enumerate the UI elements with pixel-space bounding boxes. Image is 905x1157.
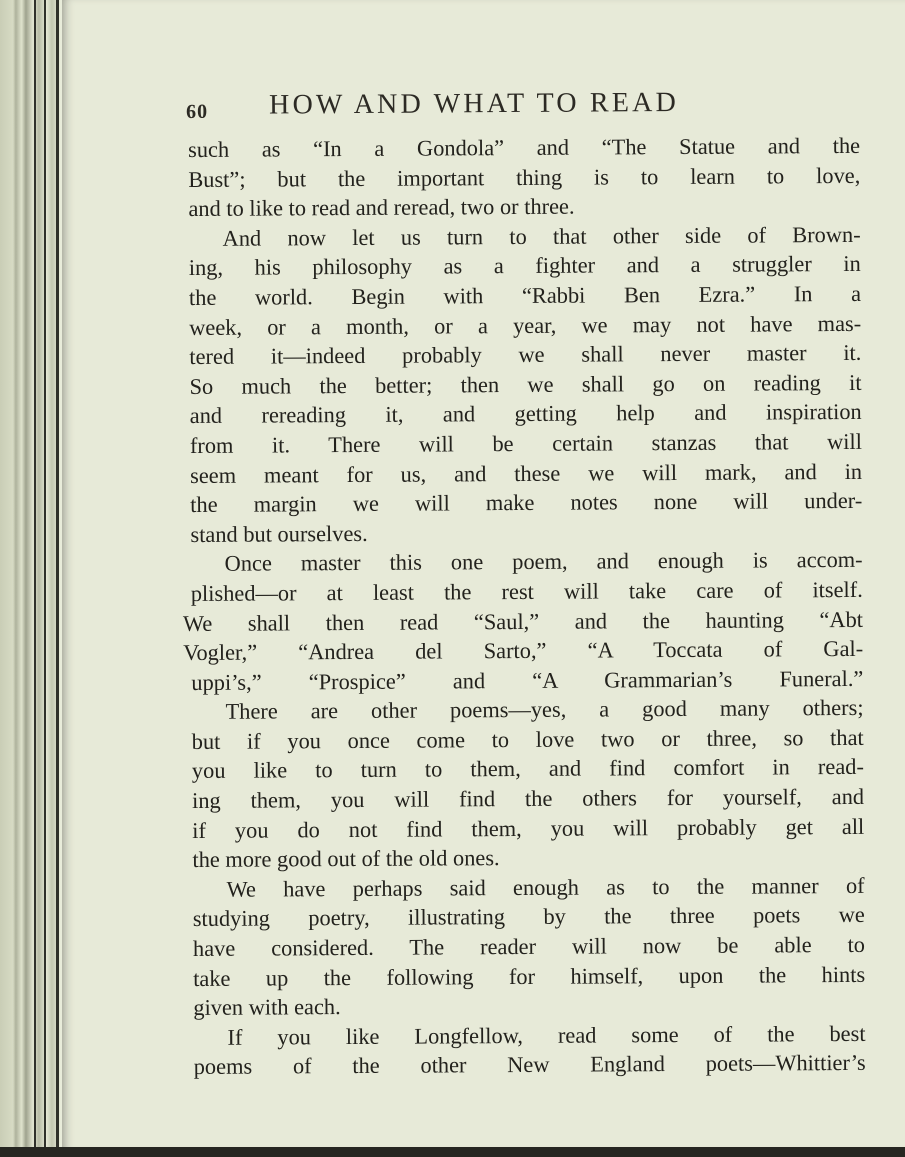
- text-line: if you do not find them, you will probably get all: [192, 813, 865, 843]
- text-line: We shall then read “Saul,” and the haunting “Abt: [182, 606, 864, 636]
- text-line: the margin we will make notes none will under-: [190, 488, 863, 518]
- text-line: you like to turn to them, and find comfort in read-: [191, 754, 864, 784]
- text-line: week, or a month, or a year, we may not have mas-: [189, 310, 862, 340]
- text-line: tered it—indeed probably we shall never master it.: [189, 340, 862, 370]
- text-line: and to like to read and reread, two or three.: [188, 193, 575, 222]
- text-line: take up the following for himself, upon the hints: [193, 961, 866, 991]
- text-line: and rereading it, and getting help and inspiration: [189, 399, 862, 429]
- paragraph-first-line: There are other poems—yes, a good many others;: [225, 695, 864, 725]
- paragraph-first-line: If you like Longfellow, read some of the best: [227, 1020, 866, 1050]
- text-line: plished—or at least the rest will take care of itself.: [190, 576, 863, 606]
- text-line: given with each.: [193, 994, 341, 1021]
- page-header: [186, 86, 786, 126]
- text-line: seem meant for us, and these we will mark, and in: [190, 458, 863, 488]
- paragraph-first-line: We have perhaps said enough as to the manner of: [226, 872, 865, 902]
- text-line: ing, his philosophy as a fighter and a struggler in: [188, 251, 861, 281]
- text-line: ing them, you will find the others for yourself, and: [191, 783, 865, 814]
- text-line: So much the better; then we shall go on reading it: [189, 369, 862, 399]
- text-line: the world. Begin with “Rabbi Ben Ezra.” In a: [188, 280, 862, 310]
- text-line: the more good out of the old ones.: [192, 845, 500, 873]
- text-line: but if you once come to love two or three, so that: [191, 724, 864, 754]
- body-text: [182, 131, 866, 1082]
- page-edge-line: [34, 0, 36, 1157]
- text-line: Bust”; but the important thing is to learn to love,: [188, 162, 861, 192]
- text-line: stand but ourselves.: [190, 520, 368, 547]
- paragraph-first-line: Once master this one poem, and enough is accom-: [224, 547, 863, 577]
- page-edge-line: [56, 0, 59, 1157]
- text-line: from it. There will be certain stanzas that will: [189, 428, 862, 458]
- text-line: uppi’s,” “Prospice” and “A Grammarian’s Funeral.”: [191, 665, 864, 695]
- page-number: 60: [186, 100, 209, 123]
- page-edge-line: [44, 0, 46, 1157]
- page-bottom-edge: [0, 1147, 905, 1157]
- text-line: have considered. The reader will now be able to: [192, 931, 866, 962]
- text-line: such as “In a Gondola” and “The Statue and the: [188, 132, 861, 162]
- text-line: studying poetry, illustrating by the three poets we: [192, 902, 865, 932]
- text-line: poems of the other New England poets—Whittier’s: [193, 1050, 866, 1080]
- text-line: Vogler,” “Andrea del Sarto,” “A Toccata of Gal-: [183, 635, 864, 666]
- running-head-title: HOW AND WHAT TO READ: [268, 86, 680, 121]
- paragraph-first-line: And now let us turn to that other side of Brown-: [222, 221, 861, 251]
